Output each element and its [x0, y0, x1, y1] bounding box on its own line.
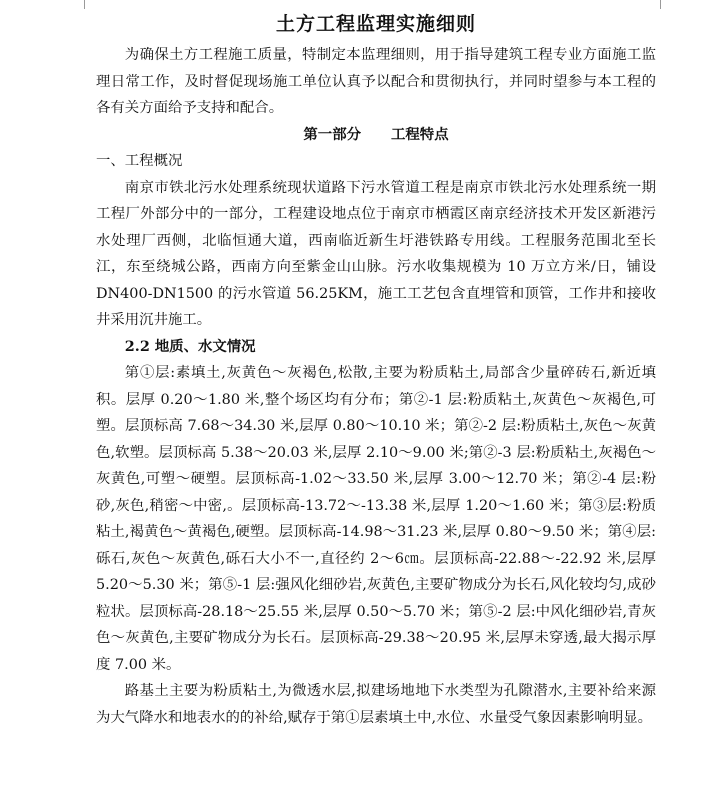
overview-paragraph: 南京市铁北污水处理系统现状道路下污水管道工程是南京市铁北污水处理系统一期工程厂外部分中的一部分，工程建设地点位于南京市栖霞区南京经济技术开发区新港污水处理厂西侧，北临恒通大道，西南临近新生圩港铁路专用线。工程服务范围北至长江，东至绕城公路，西南方向至紫金山山脉。污水收集规模为 10 万立方米/日，铺设 DN400-DN1500 的污水管道 56.25KM，施工工艺包含直埋管和顶管，工作井和接收井采用沉井施工。	[96, 179, 656, 328]
crop-mark-left	[84, 0, 85, 9]
document-title: 土方工程监理实施细则	[275, 13, 476, 35]
crop-mark-right	[660, 0, 661, 9]
document-content	[96, 10, 656, 731]
subsection-heading-geology: 2.2 地质、水文情况	[124, 337, 256, 355]
geology-paragraph: 第①层:素填土,灰黄色～灰褐色,松散,主要为粉质粘土,局部含少量碎砖石,新近填积。层厚 0.20～1.80 米,整个场区均有分布；第②-1 层:粉质粘土,灰黄色～灰褐色,可塑。层顶标高 7.68～34.30 米,层厚 0.80～10.10 米；第②-2 层:粉质粘土,灰色～灰黄色,软塑。层顶标高 5.38～20.03 米,层厚 2.10～9.00 米;第②-3 层:粉质粘土,灰褐色～灰黄色,可塑～硬塑。层顶标高-1.02～33.50 米,层厚 3.00～12.70 米；第②-4 层:粉砂,灰色,稍密～中密,。层顶标高-13.72～-13.38 米,层厚 1.20～1.60 米；第③层:粉质粘土,褐黄色～黄褐色,硬塑。层顶标高-14.98～31.23 米,层厚 0.80～9.50 米；第④层:砾石,灰色～灰黄色,砾石大小不一,直径约 2～6㎝。层顶标高-22.88～-22.92 米,层厚 5.20～5.30 米；第⑤-1 层:强风化细砂岩,灰黄色,主要矿物成分为长石,风化较均匀,成砂粒状。层顶标高-28.18～25.55 米,层厚 0.50～5.70 米；第⑤-2 层:中风化细砂岩,青灰色～灰黄色,主要矿物成分为长石。层顶标高-29.38～20.95 米,层厚未穿透,最大揭示厚度 7.00 米。	[96, 365, 656, 673]
section-heading-overview: 一、工程概况	[96, 153, 183, 169]
part-heading: 第一部分 工程特点	[303, 125, 449, 143]
hydrology-paragraph: 路基土主要为粉质粘土,为微透水层,拟建场地地下水类型为孔隙潜水,主要补给来源为大气降水和地表水的的补给,赋存于第①层素填土中,水位、水量受气象因素影响明显。	[96, 683, 656, 726]
intro-paragraph: 为确保土方工程施工质量，特制定本监理细则，用于指导建筑工程专业方面施工监理日常工作，及时督促现场施工单位认真予以配合和贯彻执行，并同时望参与本工程的各有关方面给予支持和配合。	[96, 47, 656, 116]
